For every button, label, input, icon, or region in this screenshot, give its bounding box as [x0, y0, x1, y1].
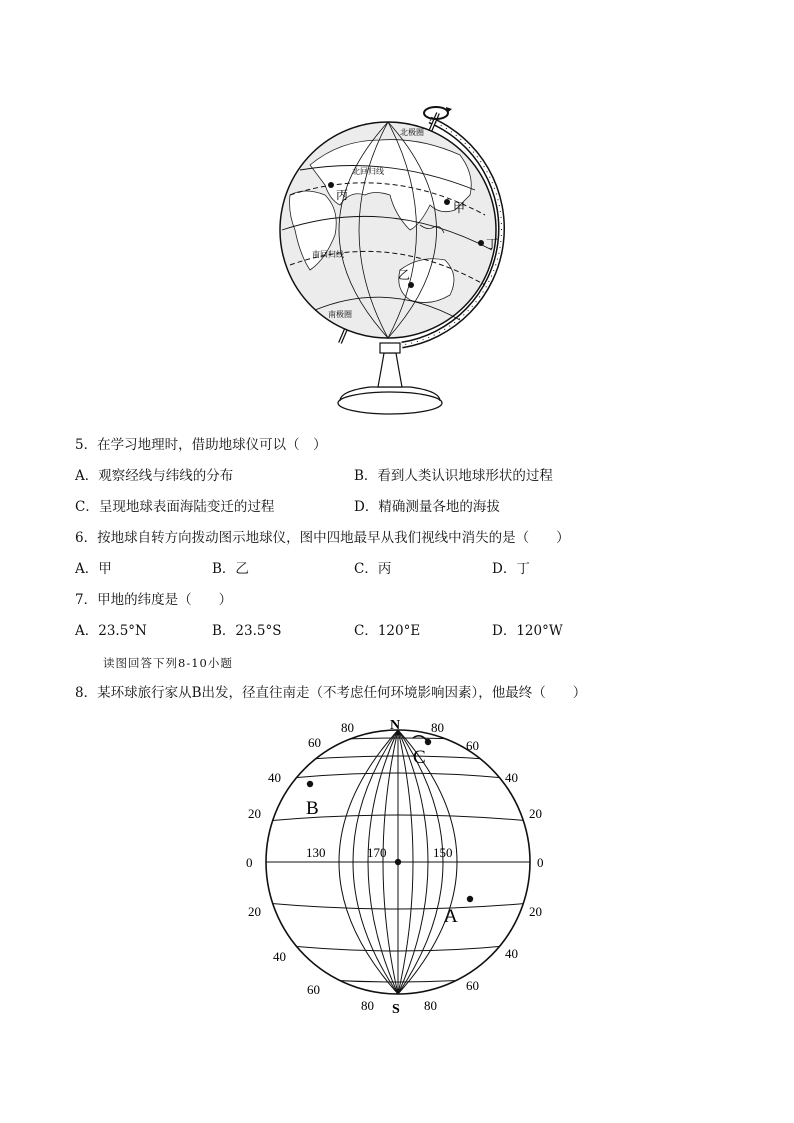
lat-label-40-sw: 40 [273, 949, 286, 964]
point-ding: 丁 [486, 237, 499, 251]
label-tropic-capricorn: 南回归线 [312, 250, 344, 259]
question-7-option-d[interactable]: D．120°W [492, 623, 563, 639]
lat-label-40-ne: 40 [505, 770, 518, 785]
question-5-option-b[interactable]: B．看到人类认识地球形状的过程 [354, 468, 553, 484]
lat-label-80-sw: 80 [361, 998, 374, 1013]
question-6-option-c[interactable]: C．丙 [354, 561, 392, 577]
question-5-option-d[interactable]: D．精确测量各地的海拔 [354, 499, 500, 515]
question-6-stem: 6．按地球自转方向拨动图示地球仪，图中四地最早从我们视线中消失的是（ ） [75, 530, 570, 546]
question-5-stem: 5．在学习地理时，借助地球仪可以（ ） [75, 437, 327, 453]
question-7-option-c[interactable]: C．120°E [354, 623, 421, 639]
lat-label-0-e: 0 [537, 855, 544, 870]
label-arctic-circle: 北极圈 [400, 128, 424, 137]
point-jia: 甲 [453, 201, 466, 215]
lon-label-150: 150 [433, 845, 453, 860]
north-pole-label: N [390, 718, 401, 733]
question-7-option-a[interactable]: A．23.5°N [75, 623, 147, 639]
lat-label-60-ne: 60 [466, 738, 479, 753]
point-a-dot [467, 896, 473, 902]
point-a-label: A [444, 906, 458, 927]
lon-label-130: 130 [306, 845, 326, 860]
point-b-dot [307, 781, 313, 787]
question-7-stem: 7．甲地的纬度是（ ） [75, 592, 233, 608]
question-8-stem: 8．某环球旅行家从B出发，径直往南走（不考虑任何环境影响因素），他最终（ ） [75, 685, 587, 701]
lat-label-0-w: 0 [246, 855, 253, 870]
lat-label-20-sw: 20 [248, 904, 261, 919]
question-6-option-a[interactable]: A．甲 [75, 561, 112, 577]
question-7-option-b[interactable]: B．23.5°S [212, 623, 282, 639]
question-6-option-b[interactable]: B．乙 [212, 561, 249, 577]
lat-label-20-ne: 20 [529, 806, 542, 821]
question-5-option-c[interactable]: C．呈现地球表面海陆变迁的过程 [75, 499, 275, 515]
read-figure-note: 读图回答下列8-10小题 [103, 656, 233, 670]
lat-label-80-ne: 80 [431, 720, 444, 735]
globe-stand-base [338, 392, 442, 414]
label-antarctic-circle: 南极圈 [328, 310, 352, 319]
lat-label-40-se: 40 [505, 946, 518, 961]
lat-label-60-nw: 60 [308, 735, 321, 750]
point-bing: 丙 [336, 188, 349, 202]
point-yi: 乙 [398, 268, 411, 282]
label-tropic-cancer: 北回归线 [352, 167, 384, 176]
point-b-label: B [306, 798, 319, 819]
lat-label-20-se: 20 [529, 904, 542, 919]
south-pole-label: S [392, 1002, 400, 1017]
lat-label-60-se: 60 [466, 978, 479, 993]
tellurion-figure [270, 95, 530, 420]
question-6-option-d[interactable]: D．丁 [492, 561, 530, 577]
lat-label-80-se: 80 [424, 998, 437, 1013]
point-c-label: C [413, 747, 426, 768]
question-5-option-a[interactable]: A．观察经线与纬线的分布 [75, 468, 234, 484]
lat-label-40-nw: 40 [268, 770, 281, 785]
lat-label-80-nw: 80 [341, 720, 354, 735]
lat-label-60-sw: 60 [307, 982, 320, 997]
point-center-dot [395, 859, 401, 865]
lon-label-170: 170 [367, 845, 387, 860]
grid-globe-figure [235, 712, 565, 1017]
globe-stand-stem [378, 353, 402, 387]
lat-label-20-nw: 20 [248, 806, 261, 821]
